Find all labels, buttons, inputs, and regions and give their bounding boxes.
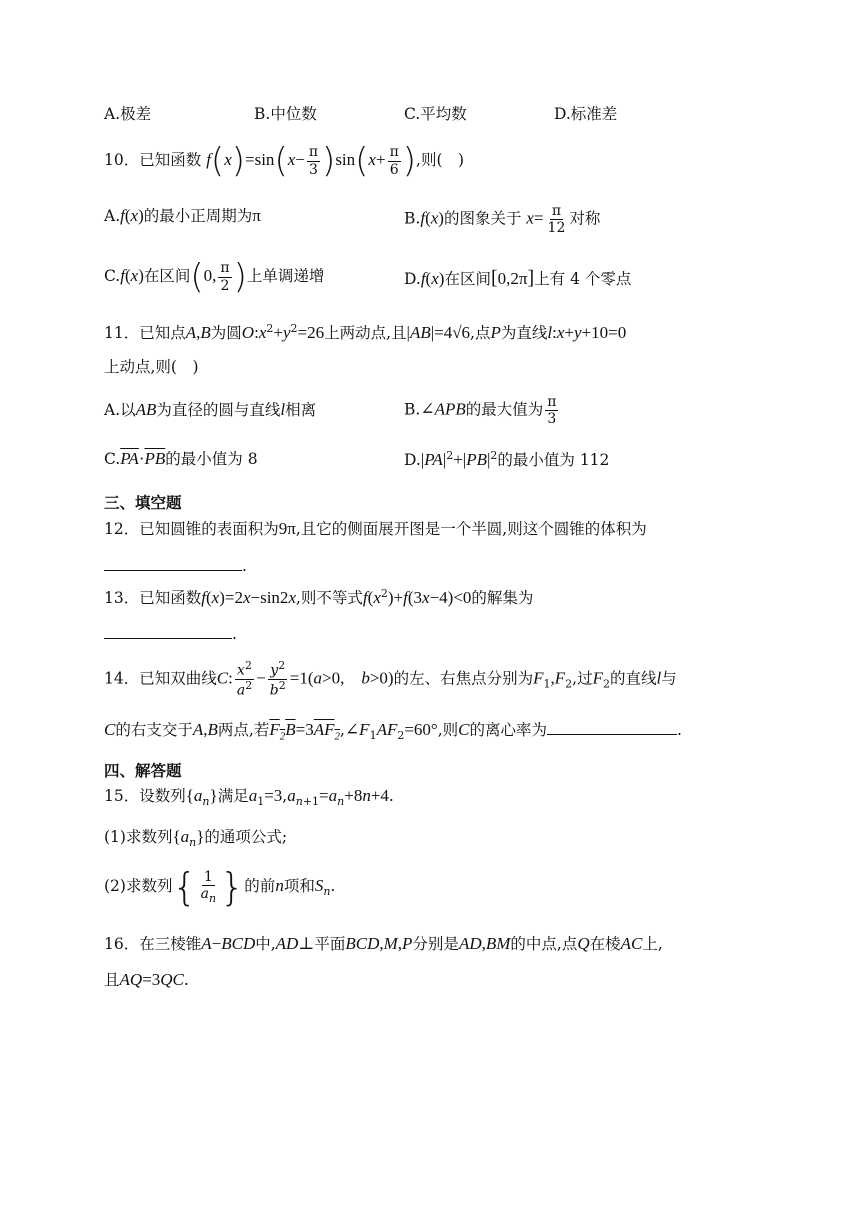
q14-stem: 14．已知双曲线C: $\frac{x^2}{a^2}$ − $\frac{y^2}{b^2}$ =1(a>0, b>0)的左、右焦点分别为$F_1,F_2$,过$F_2$的直线l与: [104, 659, 677, 699]
q11-option-b: B.∠APB的最大值为 $\frac{\pi}{3}$: [404, 394, 557, 428]
q10-text-end: ,则( ): [416, 151, 465, 169]
q9-option-b: B.中位数: [254, 105, 317, 123]
q11-option-d: $D.|PA|^2+|PB|^2$的最小值为 112: [404, 449, 610, 470]
q9-option-c: C.平均数: [404, 105, 467, 123]
q15-part-1: (1)求数列$\{a_n\}$的通项公式;: [104, 827, 288, 850]
q12-stem: 12．已知圆锥的表面积为9π,且它的侧面展开图是一个半圆,则这个圆锥的体积为: [104, 519, 647, 538]
q11-option-c: $C.\overline{PA}\cdot\overline{PB}$的最小值为 8: [104, 449, 258, 468]
q9-option-a: A.极差: [104, 105, 152, 123]
q10-number: 10．: [104, 151, 140, 169]
q12-answer-line: .: [104, 556, 247, 576]
q15-stem: 15．设数列$\{a_n\}$满足$a_1=3,a_{n+1}=a_n+8n+4$.: [104, 786, 394, 809]
q14-stem-line2: C的右支交于A,B两点,若$F_2B=3AF_2,\angle F_1AF_2=60^\circ$,则C的离心率为 .: [104, 720, 682, 743]
q16-stem-line2: 且AQ=3QC.: [104, 970, 189, 989]
q13-stem: 13．已知函数f(x)=2x−sin2x,则不等式$f(x^2)+f(3x-4)<0$的解集为: [104, 587, 534, 608]
q15-part-2: (2)求数列{ $\frac{1}{a_n}$ }的前n项和$S_n$.: [104, 865, 336, 909]
q10-option-a: A.f(x)的最小正周期为π: [104, 206, 261, 225]
q10-text: 已知函数: [139, 151, 202, 169]
q10-option-b: B.f(x)的图象关于 x= $\frac{\pi}{12}$ 对称: [404, 203, 601, 237]
q13-answer-line: .: [104, 624, 237, 644]
q10-option-c: C.f(x)在区间(0, $\frac{\pi}{2}$ )上单调递增: [104, 257, 325, 297]
q9-option-d: D.标准差: [554, 105, 618, 123]
q16-stem: 16．在三棱锥A−BCD中,AD⊥平面BCD,M,P分别是AD,BM的中点,点Q在棱AC上,: [104, 934, 663, 953]
q10-stem: 10．已知函数 f(x)=sin(x− $\frac{\pi}{3}$ )sin(x+ $\frac{\pi}{6}$ ),则( ): [104, 141, 465, 181]
q11-option-a: A.以AB为直径的圆与直线l相离: [104, 400, 317, 419]
q11-stem-line2: 上动点,则( ): [104, 358, 199, 376]
q10-option-d: D.f(x)在区间[0,2π]上有 4 个零点: [404, 267, 632, 289]
section-fill-in: 三、填空题: [104, 494, 182, 512]
q11-stem: 11．已知点A,B为圆$O:x^2+y^2=26$上两动点,且|AB|=4√6,点P为直线l:x+y+10=0: [104, 322, 627, 343]
section-solutions: 四、解答题: [104, 762, 182, 780]
